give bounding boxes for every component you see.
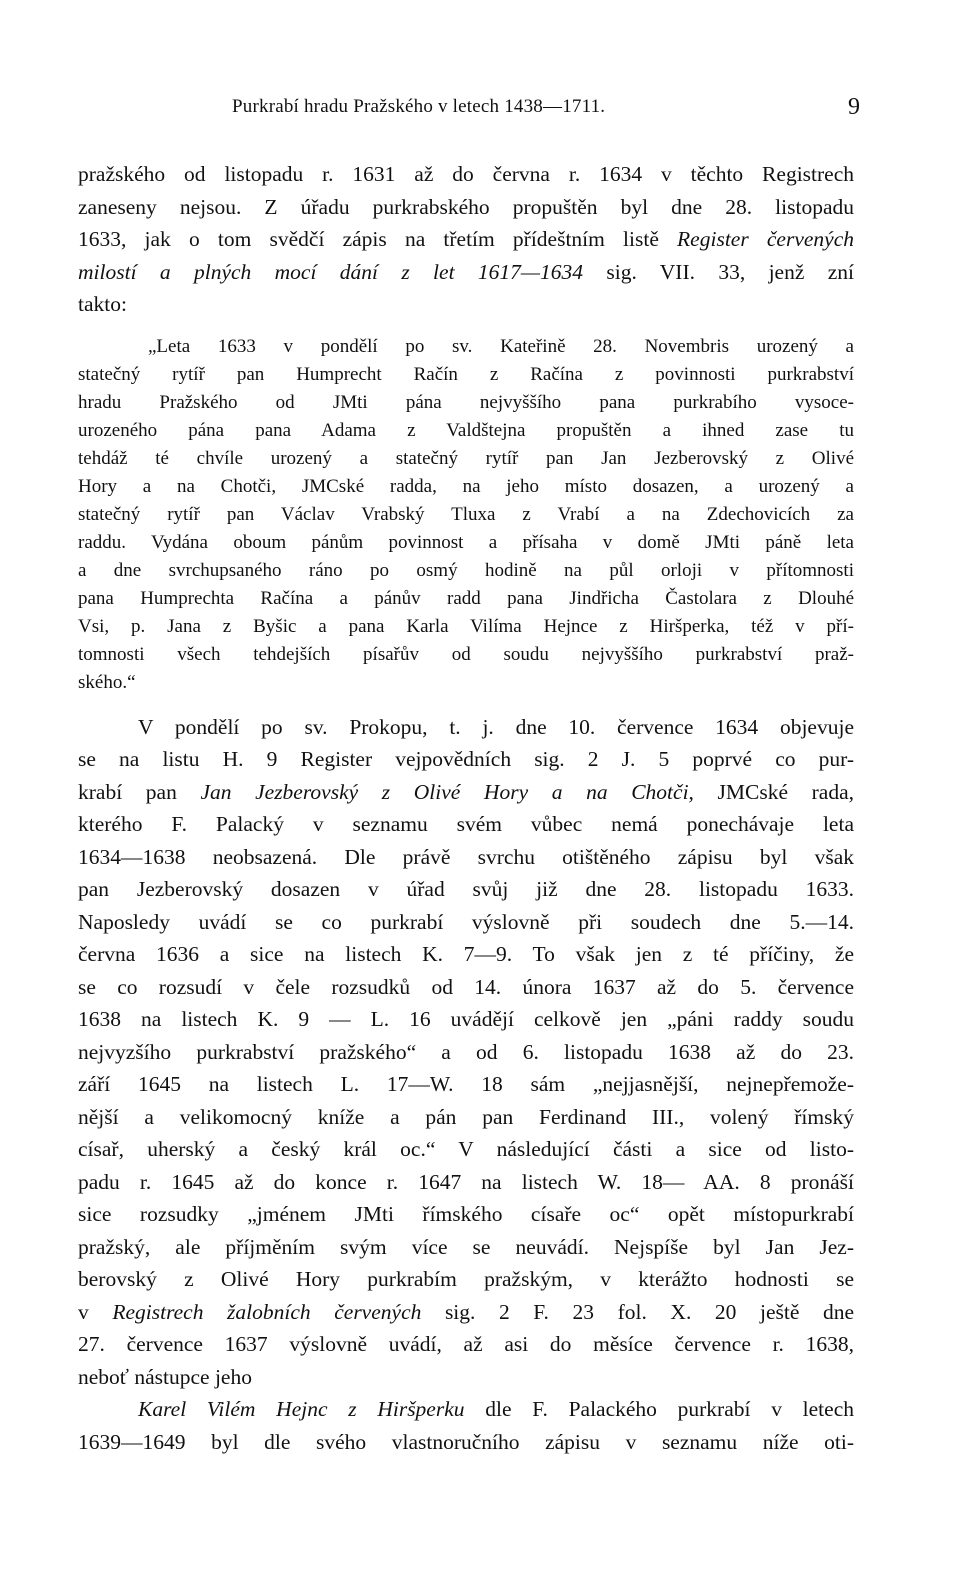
quote-line: statečný rytíř pan Václav Vrabský Tluxa z Vrabí a na Zdechovicích za	[78, 503, 854, 525]
text-line: 1639—1649 byl dle svého vlastnoručního zápisu v seznamu níže oti-	[78, 1429, 854, 1454]
running-title: Purkrabí hradu Pražského v letech 1438—1711.	[232, 96, 606, 117]
quote-line: raddu. Vydána oboum pánům povinnost a přísaha v domě JMti páně leta	[78, 531, 854, 553]
text-line: 1634—1638 neobsazená. Dle právě svrchu otištěného zápisu byl však	[78, 844, 854, 869]
text-line: takto:	[78, 292, 127, 316]
text-line: nější a velikomocný kníže a pán pan Ferdinand III., volený římský	[78, 1104, 854, 1129]
block-quote	[78, 333, 854, 697]
text-line: neboť nástupce jeho	[78, 1364, 252, 1389]
running-head	[0, 96, 960, 126]
quote-line: Vsi, p. Jana z Byšic a pana Karla Vilíma Hejnce z Hiršperka, též v pří-	[78, 615, 854, 637]
text-line: V pondělí po sv. Prokopu, t. j. dne 10. července 1634 objevuje	[138, 714, 854, 739]
text-line: padu r. 1645 až do konce r. 1647 na listech W. 18— AA. 8 pronáší	[78, 1169, 854, 1194]
text-line: v Registrech žalobních červených sig. 2 F. 23 fol. X. 20 ještě dne	[78, 1299, 854, 1324]
quote-line: tomnosti všech tehdejších písařův od soudu nejvyššího purkrabství praž-	[78, 643, 854, 665]
text-line: zaneseny nejsou. Z úřadu purkrabského propuštěn byl dne 28. listopadu	[78, 194, 854, 219]
text-line: se co rozsudí v čele rozsudků od 14. února 1637 až do 5. července	[78, 974, 854, 999]
text-line: nejvyzšího purkrabství pražského“ a od 6. listopadu 1638 až do 23.	[78, 1039, 854, 1064]
text-line: 1638 na listech K. 9 — L. 16 uvádějí celkově jen „páni raddy soudu	[78, 1007, 854, 1031]
text-line: se na listu H. 9 Register vejpovědních sig. 2 J. 5 poprvé co pur-	[78, 747, 854, 771]
quote-line: urozeného pána pana Adama z Valdštejna propuštěn a ihned zase tu	[78, 419, 854, 441]
paragraph	[78, 711, 854, 1394]
page-number: 9	[848, 94, 860, 120]
quote-line: ského.“	[78, 671, 136, 693]
text-block	[78, 158, 854, 1458]
quote-line: pana Humprechta Račína a pánův radd pana Jindřicha Častolara z Dlouhé	[78, 587, 854, 609]
text-line: sice rozsudky „jménem JMti římského císaře oc“ opět místopurkrabí	[78, 1202, 854, 1226]
quote-line: statečný rytíř pan Humprecht Račín z Račína z povinnosti purkrabství	[78, 363, 854, 385]
text-line: 1633, jak o tom svědčí zápis na třetím přídeštním listě Register červených	[78, 227, 854, 251]
text-line: pražský, ale příjměním svým více se neuvádí. Nejspíše byl Jan Jez-	[78, 1234, 854, 1259]
text-line: září 1645 na listech L. 17—W. 18 sám „nejjasnější, nejnepřemože-	[78, 1072, 854, 1096]
text-line: Karel Vilém Hejnc z Hiršperku dle F. Palackého purkrabí v letech	[138, 1397, 854, 1421]
quote-line: a dne svrchupsaného ráno po osmý hodině na půl orloji v přítomnosti	[78, 559, 854, 581]
paragraph	[78, 1393, 854, 1458]
quote-line: tehdáž té chvíle urozený a statečný rytíř pan Jan Jezberovský z Olivé	[78, 447, 854, 469]
text-line: kterého F. Palacký v seznamu svém vůbec nemá ponechávaje leta	[78, 812, 854, 836]
quote-line: „Leta 1633 v pondělí po sv. Kateřině 28. Novembris urozený a	[148, 335, 854, 357]
text-line: pan Jezberovský dosazen v úřad svůj již dne 28. listopadu 1633.	[78, 877, 854, 901]
text-line: pražského od listopadu r. 1631 až do června r. 1634 v těchto Registrech	[78, 162, 854, 186]
text-line: berovský z Olivé Hory purkrabím pražským, v kterážto hodnosti se	[78, 1267, 854, 1291]
text-line: 27. července 1637 výslovně uvádí, až asi do měsíce července r. 1638,	[78, 1332, 854, 1356]
quote-line: hradu Pražského od JMti pána nejvyššího pana purkrabího vysoce-	[78, 391, 854, 413]
text-line: krabí pan Jan Jezberovský z Olivé Hory a na Chotči, JMCské rada,	[78, 779, 854, 804]
quote-line: Hory a na Chotči, JMCské radda, na jeho místo dosazen, a urozený a	[78, 475, 854, 497]
text-line: milostí a plných mocí dání z let 1617—1634 sig. VII. 33, jenž zní	[78, 259, 854, 284]
text-line: června 1636 a sice na listech K. 7—9. To však jen z té příčiny, že	[78, 942, 854, 966]
paragraph-continuation	[78, 158, 854, 321]
text-line: Naposledy uvádí se co purkrabí výslovně při soudech dne 5.—14.	[78, 909, 854, 934]
text-line: císař, uherský a český král oc.“ V následující části a sice od listo-	[78, 1137, 854, 1161]
